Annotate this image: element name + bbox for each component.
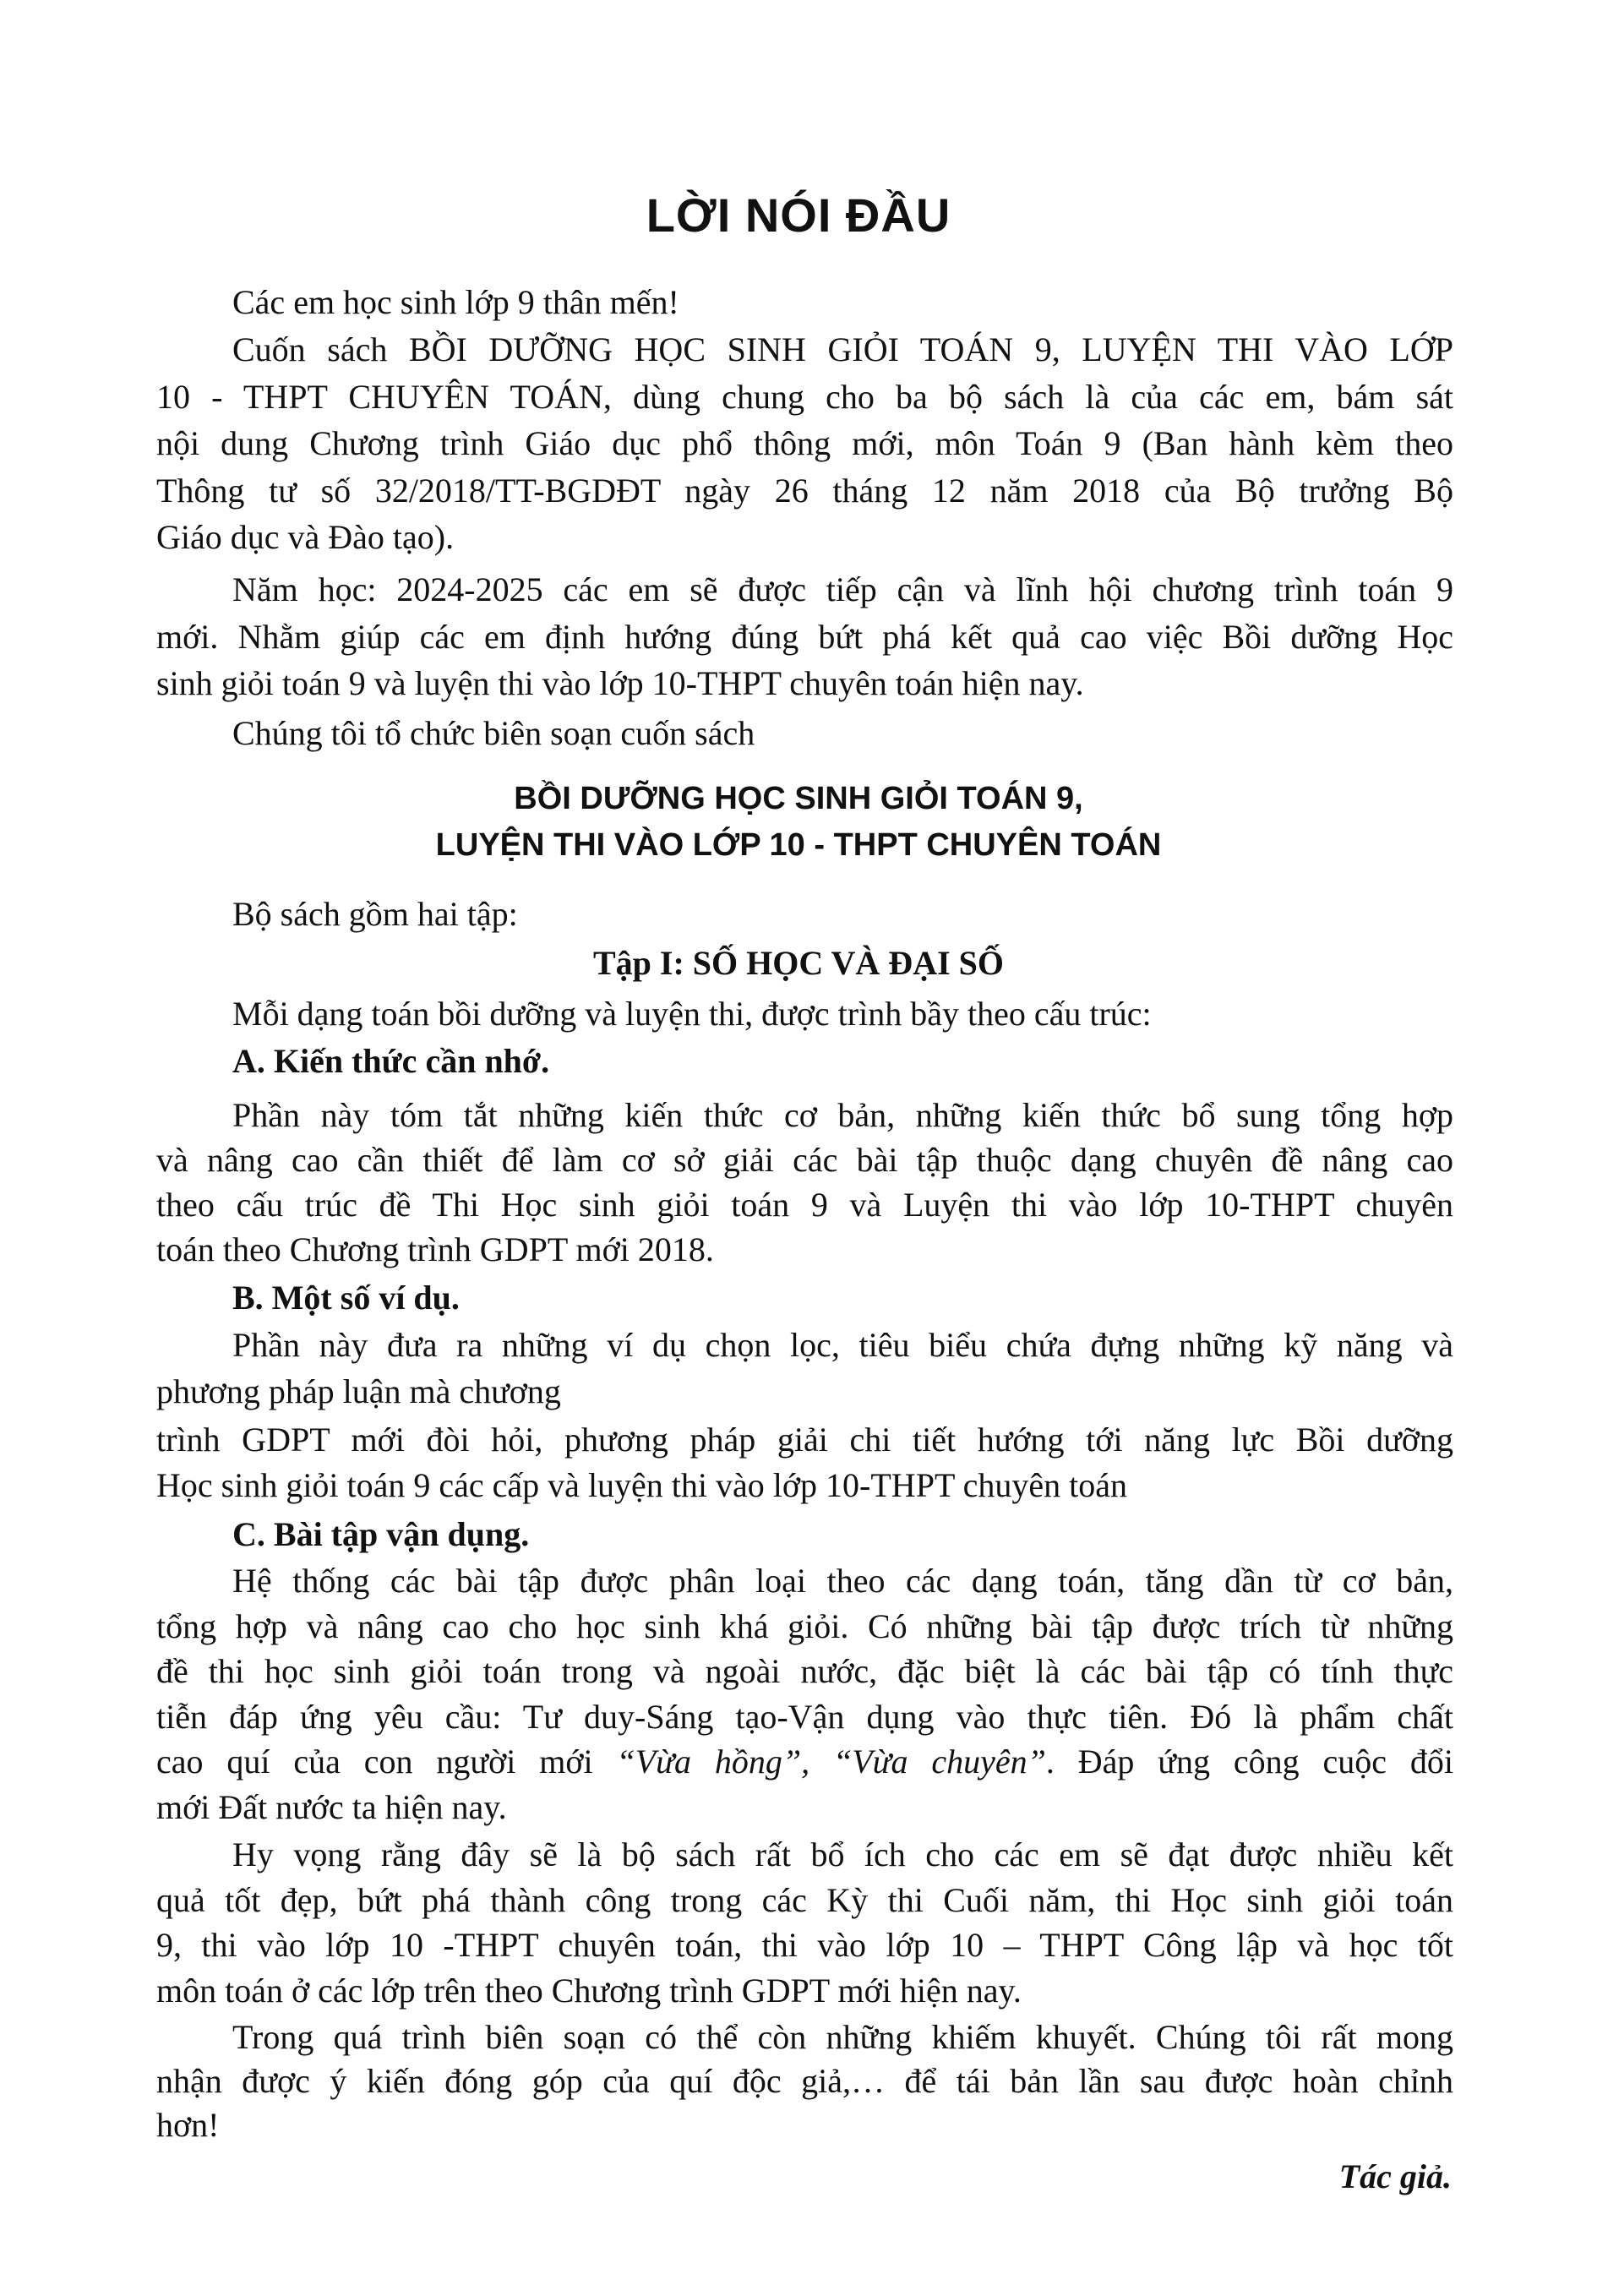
section-c [156, 1512, 1453, 1830]
text-line: trình GDPT mới đòi hỏi, phương pháp giải chi tiết hướng tới năng lực Bồi dưỡng [156, 1420, 1453, 1459]
text-line: Chúng tôi tổ chức biên soạn cuốn sách [232, 714, 755, 752]
text-line: sinh giỏi toán 9 và luyện thi vào lớp 10-THPT chuyên toán hiện nay. [156, 664, 1084, 702]
section-c-heading: C. Bài tập vận dụng. [232, 1515, 530, 1553]
quote-italic: “Vừa hồng”, “Vừa chuyên” [616, 1742, 1046, 1781]
greeting [156, 279, 1453, 326]
section-a-heading: A. Kiến thức cần nhớ. [232, 1041, 550, 1080]
text-line: Trong quá trình biên soạn có thể còn những khiếm khuyết. Chúng tôi rất mong [232, 2018, 1453, 2056]
book-title [0, 776, 1597, 869]
text-line [156, 1739, 1453, 1785]
text-line: nhận được ý kiến đóng góp của quí độc giả,… để tái bản lần sau được hoàn chỉnh [156, 2062, 1453, 2100]
text-line: Bộ sách gồm hai tập: [232, 895, 518, 933]
paragraph-volumes [156, 891, 1453, 938]
volume-title: Tập I: SỐ HỌC VÀ ĐẠI SỐ [592, 944, 1005, 982]
text-line: nội dung Chương trình Giáo dục phổ thông mới, môn Toán 9 (Ban hành kèm theo [156, 424, 1453, 462]
section-b-heading: B. Một số ví dụ. [232, 1279, 460, 1317]
page-title: LỜI NÓI ĐẦU [646, 188, 951, 242]
text-line: môn toán ở các lớp trên theo Chương trình GDPT mới hiện nay. [156, 1971, 1022, 2010]
paragraph-hope [156, 1832, 1453, 2013]
text: . Đáp ứng công cuộc đổi [1045, 1742, 1453, 1781]
text-line: toán theo Chương trình GDPT mới 2018. [156, 1230, 714, 1268]
text-line: Hy vọng rằng đây sẽ là bộ sách rất bổ ích cho các em sẽ đạt được nhiều kết [232, 1835, 1453, 1873]
text-line: 10 - THPT CHUYÊN TOÁN, dùng chung cho ba bộ sách là của các em, bám sát [156, 377, 1453, 416]
text-line: quả tốt đẹp, bứt phá thành công trong các Kỳ thi Cuối năm, thi Học sinh giỏi toán [156, 1880, 1453, 1919]
text-line: Năm học: 2024-2025 các em sẽ được tiếp cận và lĩnh hội chương trình toán 9 [232, 570, 1453, 608]
text-line: hơn! [156, 2106, 220, 2144]
book-title-line: LUYỆN THI VÀO LỚP 10 - THPT CHUYÊN TOÁN [435, 827, 1162, 863]
text-line: Cuốn sách BỒI DƯỠNG HỌC SINH GIỎI TOÁN 9, LUYỆN THI VÀO LỚP [232, 330, 1453, 368]
paragraph-structure [156, 990, 1453, 1084]
text-line: Các em học sinh lớp 9 thân mến! [232, 283, 679, 321]
text-line: và nâng cao cần thiết để làm cơ sở giải các bài tập thuộc dạng chuyên đề nâng cao [156, 1141, 1453, 1179]
paragraph-feedback [156, 2015, 1453, 2147]
text-line: Phần này đưa ra những ví dụ chọn lọc, tiêu biểu chứa đựng những kỹ năng và [232, 1325, 1453, 1364]
text-line: tổng hợp và nâng cao cho học sinh khá giỏi. Có những bài tập được trích từ những [156, 1606, 1453, 1645]
section-a-body [156, 1093, 1453, 1272]
text-line: Học sinh giỏi toán 9 các cấp và luyện thi vào lớp 10-THPT chuyên toán [156, 1465, 1128, 1504]
text-line: phương pháp luận mà chương [156, 1372, 561, 1410]
text-line: mới. Nhằm giúp các em định hướng đúng bứt phá kết quả cao việc Bồi dưỡng Học [156, 617, 1453, 656]
book-title-line: BỒI DƯỠNG HỌC SINH GIỎI TOÁN 9, [514, 781, 1083, 816]
text-line: mới Đất nước ta hiện nay. [156, 1787, 507, 1826]
paragraph-school-year [156, 566, 1453, 707]
paragraph-intro [156, 326, 1453, 561]
paragraph-compile [156, 710, 1453, 757]
section-b [156, 1274, 1453, 1508]
text-line: Mỗi dạng toán bồi dưỡng và luyện thi, được trình bầy theo cấu trúc: [232, 995, 1152, 1033]
text-line: Phần này tóm tắt những kiến thức cơ bản, những kiến thức bổ sung tổng hợp [232, 1096, 1453, 1134]
text-line: Giáo dục và Đào tạo). [156, 518, 455, 556]
text-line: Thông tư số 32/2018/TT-BGDĐT ngày 26 tháng 12 năm 2018 của Bộ trưởng Bộ [156, 471, 1453, 510]
text-line: tiễn đáp ứng yêu cầu: Tư duy-Sáng tạo-Vận dụng vào thực tiên. Đó là phẩm chất [156, 1697, 1453, 1736]
signature: Tác giả. [1338, 2157, 1452, 2195]
text-line: theo cấu trúc đề Thi Học sinh giỏi toán 9 và Luyện thi vào lớp 10-THPT chuyên [156, 1186, 1453, 1224]
text-line: Hệ thống các bài tập được phân loại theo các dạng toán, tăng dần từ cơ bản, [232, 1562, 1453, 1600]
text-line: 9, thi vào lớp 10 -THPT chuyên toán, thi vào lớp 10 – THPT Công lập và học tốt [156, 1926, 1453, 1964]
text-line: đề thi học sinh giỏi toán trong và ngoài nước, đặc biệt là các bài tập có tính thực [156, 1652, 1453, 1690]
text: cao quí của con người mới [156, 1742, 617, 1781]
